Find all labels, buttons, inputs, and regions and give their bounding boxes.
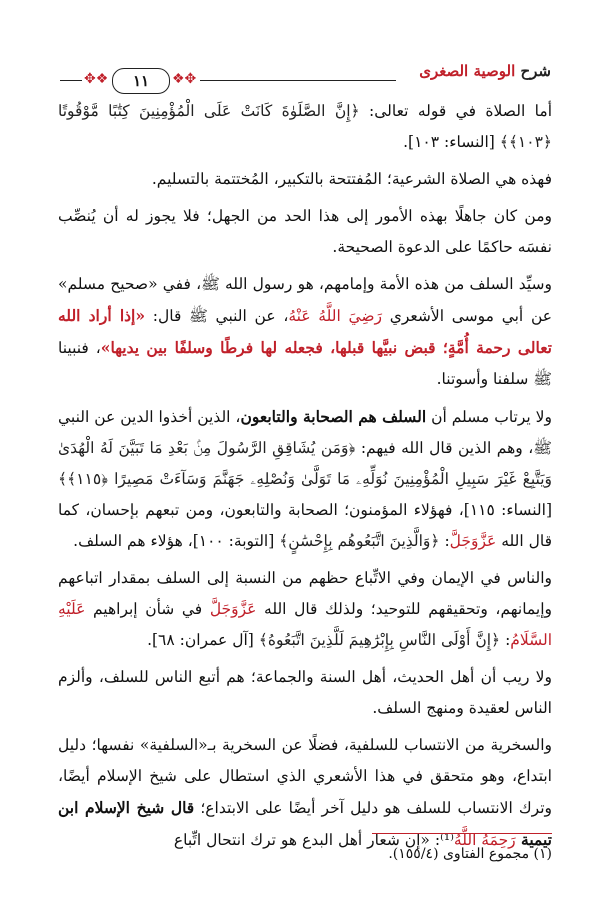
text-segment: والسخرية من الانتساب للسلفية، فضلًا عن السخرية بـ«السلفية» نفسها؛ دليل ابتداع، وهو متحقق في هذا الأشعري الذي استطال على شيخ الإسلام أيضًا، وترك الانتساب للسلف هو دليل آخر أيضًا على الابتداع؛ — [58, 736, 553, 817]
text-segment: [آل عمران: ٦٨]. — [147, 631, 259, 649]
text-segment: عَزَّوَجَلَّ — [209, 600, 257, 618]
page-number: ١١ — [112, 68, 170, 94]
text-segment: ﴿وَمَن يُشَاقِقِ الرَّسُولَ مِنۢ بَعْدِ مَا تَبَيَّنَ لَهُ الْهُدَىٰ وَيَتَّبِعْ غَيْرَ سَبِيلِ الْمُؤْمِنِينَ نُوَلِّهِۦ مَا تَوَلَّىٰ وَنُصْلِهِۦ جَهَنَّمَ وَسَآءَتْ مَصِيرًا ﴿١١٥﴾﴾ — [58, 439, 552, 488]
text-segment: ﴿وَالَّذِينَ اتَّبَعُوهُم بِإِحْسَٰنٍ﴾ — [279, 532, 440, 550]
paragraph — [58, 201, 552, 263]
paragraph — [58, 662, 552, 724]
text-segment: : — [500, 631, 511, 649]
header-rule-left — [60, 80, 82, 81]
text-segment: رَحِمَهُ اللَّهُ — [453, 831, 516, 849]
paragraph — [58, 96, 552, 158]
text-segment: : «إن شعار أهل البدع هو ترك انتحال اتِّباع — [173, 831, 441, 849]
text-segment: في شأن إبراهيم — [85, 600, 210, 618]
footnote: (١) مجموع الفتاوى (١٥٥/٤). — [388, 846, 552, 862]
text-segment: ، فنبينا ﷺ سلفنا وأسوتنا. — [58, 339, 552, 388]
text-segment: ﴿إِنَّ الصَّلَوٰةَ كَانَتْ عَلَى الْمُؤْمِنِينَ كِتَٰبًا مَّوْقُوتًا ﴿١٠٣﴾﴾ — [58, 102, 552, 151]
footnote-divider — [372, 833, 552, 834]
text-segment: ومن كان جاهلًا بهذه الأمور إلى هذا الحد من الجهل؛ فلا يجوز له أن يُنصِّب نفسَه حاكمًا على الدعوة الصحيحة. — [58, 207, 552, 256]
text-segment: ⁽¹⁾ — [440, 831, 454, 849]
paragraph — [58, 164, 552, 195]
header-rule-right — [200, 80, 396, 81]
book-title-prefix: شرح — [520, 62, 551, 80]
text-segment: [التوبة: ١٠٠]، هؤلاء هم السلف. — [73, 532, 280, 550]
ornament-right-icon: ❖✥ — [172, 71, 197, 87]
text-segment: أما الصلاة في قوله تعالى: — [359, 102, 553, 120]
text-segment: ، عن النبي ﷺ قال: — [145, 307, 289, 325]
text-segment: ، الذين أخذوا الدين عن النبي ﷺ، وهم الذين قال الله فيهم: — [58, 408, 552, 457]
book-title-text: الوصية الصغرى — [419, 62, 516, 80]
text-segment: وسيِّد السلف من هذه الأمة وإمامهم، هو رسول الله ﷺ، ففي «صحيح مسلم» عن أبي موسى الأشعري — [58, 275, 552, 325]
book-title — [419, 62, 551, 80]
ornament-left-icon: ✥❖ — [84, 71, 109, 87]
page-body — [58, 96, 552, 862]
text-segment: قال شيخ الإسلام ابن تيمية — [58, 798, 552, 849]
text-segment: عَزَّوَجَلَّ — [449, 532, 497, 550]
paragraph — [58, 730, 552, 856]
text-segment: عَلَيْهِ السَّلَامُ — [58, 600, 552, 649]
text-segment: ﴿إِنَّ أَوْلَى النَّاسِ بِإِبْرَٰهِيمَ لَلَّذِينَ اتَّبَعُوهُ﴾ — [258, 631, 501, 649]
text-segment: والناس في الإيمان وفي الاتِّباع حظهم من النسبة إلى السلف بمقدار اتباعهم وإيمانهم، وتحقيقهم للتوحيد؛ ولذلك قال الله — [58, 569, 553, 618]
paragraph — [58, 401, 552, 557]
paragraph — [58, 269, 552, 395]
text-segment: «إذا أراد الله تعالى رحمة أُمَّةٍ؛ قبض نبيَّها قبلها، فجعله لها فرطًا وسلفًا بين يديها» — [58, 306, 552, 357]
text-segment: ولا ريب أن أهل الحديث، أهل السنة والجماعة؛ هم أتبع الناس للسلف، وألزم الناس لعقيدة ومنهج السلف. — [58, 668, 552, 717]
text-segment: السلف هم الصحابة والتابعون — [240, 407, 427, 426]
text-segment: ولا يرتاب مسلم أن — [426, 408, 552, 426]
page-header — [0, 52, 611, 92]
text-segment: [النساء: ١٠٣]. — [403, 133, 500, 151]
text-segment: [النساء: ١١٥]، فهؤلاء المؤمنون؛ الصحابة والتابعون، ومن تبعهم بإحسان، كما قال الله — [58, 501, 552, 550]
text-segment: رَضِيَ اللَّهُ عَنْهُ — [288, 307, 383, 325]
paragraph — [58, 563, 552, 656]
text-segment: : — [439, 532, 450, 550]
text-segment: فهذه هي الصلاة الشرعية؛ المُفتتحة بالتكبير، المُختتمة بالتسليم. — [151, 170, 552, 188]
